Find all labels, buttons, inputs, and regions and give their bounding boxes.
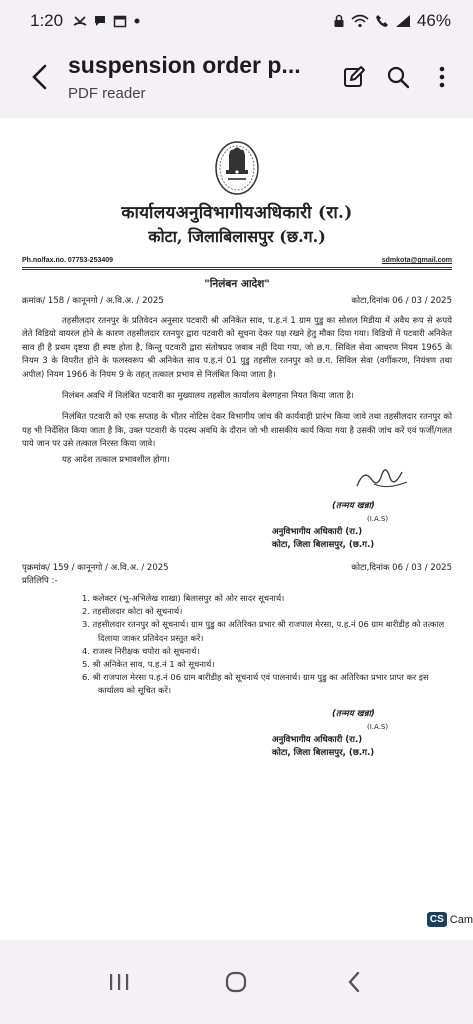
copy-item: 1. कलेक्टर (भू-अभिलेख शाखा) बिलासपुर को ओर सादर सूचनार्थ। [82,593,285,604]
header-divider [22,267,452,270]
signatory-title: अनुविभागीय अधिकारी (रा.) [272,527,363,538]
copy-item: 2. तहसीलदार कोटा को सूचनार्थ। [82,606,183,617]
signatory-place: कोटा, जिला बिलासपुर, (छ.ग.) [272,747,375,758]
recent-apps-icon [108,972,130,992]
missed-call-icon [73,14,87,28]
edit-icon [342,65,366,89]
copy-item: 3. तहसीलदार रतनपुर को सूचनार्थ। ग्राम पुडु का अतिरिक्त प्रभार श्री राजपाल मेरसा, प.ह.नं 06 ग्राम बारीडीह को तत्काल दिलाया जाकर प्रतिवेदन प्रस्तुत करें। [82,619,445,643]
chat-icon [93,14,107,28]
system-icons [333,11,451,31]
order-paragraph-2: निलंबन अवधि में निलंबित पटवारी का मुख्यालय तहसील कार्यालय बेलगहना नियत किया जाता है। [62,390,354,401]
copy-reference: पृक्रमांक/ 159 / कानूनगो / अ.वि.अ. / 2025 [22,563,169,574]
office-name: कार्यालयअनुविभागीयअधिकारी (रा.) [121,203,353,223]
signatory-service: (I.A.S) [367,515,389,524]
pdf-page [22,140,452,760]
signature-image [352,466,412,494]
copy-item: 6. श्री राजपाल मेरसा प.ह.नं 06 ग्राम बारीडीह को सूचनार्थ एवं पालनार्थ। ग्राम पुडु का अतिरिक्त प्रभार प्राप्त कर इस कार्यालय को सूचित करें। [82,672,429,696]
title-block [68,52,318,102]
camscanner-logo: CS [427,912,447,927]
signatory-place: कोटा, जिला बिलासपुर, (छ.ग.) [272,540,375,551]
status-bar [0,0,473,42]
reference-row [22,295,452,306]
signatory-title: अनुविभागीय अधिकारी (रा.) [272,734,363,745]
email-address: sdmkota@gmail.com [381,257,452,264]
signatory-name: (तन्मय खन्ना) [332,708,375,719]
more-vertical-icon [438,65,446,89]
copy-date: कोटा,दिनांक 06 / 03 / 2025 [351,563,452,574]
search-button[interactable] [383,62,413,92]
status-time: 1:20 [30,11,64,30]
copy-list [82,592,452,698]
signatory-name: (तन्मय खन्ना) [332,501,375,512]
back-arrow-icon [30,64,50,90]
calendar-icon [113,14,127,28]
order-date: कोटा,दिनांक 06 / 03 / 2025 [351,296,452,306]
home-button[interactable] [211,957,261,1007]
more-options-button[interactable] [427,62,457,92]
pdf-viewer[interactable] [0,118,473,940]
back-button[interactable] [22,59,58,95]
phone-number: Ph.no/fax.no. 07753-253409 [22,257,114,264]
order-reference: क्रमांक/ 158 / कानूनगो / अ.वि.अ. / 2025 [22,296,164,306]
order-paragraph-1: तहसीलदार रतनपुर के प्रतिवेदन अनुसार पटवारी श्री अनिकेत साव, प.ह.नं 1 ग्राम पुडु का सोशल मिडीया में अवैध रूप से रूपये लेते विडियो वायरल होने के कारण तहसीलदार रतनपुर द्वारा पटवारी को सूचना देकर पक्ष रखने हेतु मौका दिया गया। विडियों में पटवारी अनिकेत साव ही है प्रथम दृष्टया ही स्पष्ट होता है, किन्तु पटवारी द्वारा संतोषप्रद जवाब नहीं दिया गया, जो छ.ग. सिविल सेवा आचरण नियम 1965 के नियम 3 के विपरीत होने के फलस्वरूप श्री अनिकेत साव प.ह.नं 01 पुडु तहसील रतनपुर को छ.ग. सिविल सेवा (वर्गीकरण, नियंत्रण तथा अपील) नियम 1966 के नियम 9 के तहत् तत्काल प्रभाव से निलंबित किया जाता है। [22,315,452,379]
back-icon [347,970,361,994]
wifi-calling-icon [375,14,389,28]
order-paragraph-4: यह आदेश तत्काल प्रभावशील होगा। [62,453,170,464]
home-icon [224,970,248,994]
signal-icon [395,14,411,28]
recent-apps-button[interactable] [94,957,144,1007]
edit-button[interactable] [339,62,369,92]
wifi-icon [351,14,369,28]
order-title: "निलंबन आदेश" [204,278,270,290]
copy-label: प्रतिलिपि :- [22,576,58,587]
app-actions [339,62,457,92]
office-location: कोटा, जिलाबिलासपुर (छ.ग.) [148,227,326,246]
camscanner-text: Cam [449,913,473,926]
copy-item: 4. राजस्व निरीक्षक चपोरा को सूचनार्थ। [82,645,200,656]
signature-block-1 [272,500,452,552]
search-icon [386,65,410,89]
copy-reference-row [22,562,452,573]
camscanner-watermark [427,912,473,927]
nav-back-button[interactable] [329,957,379,1007]
app-bar [0,42,473,112]
copy-item: 5. श्री अनिकेत साव, प.ह.नं 1 को सूचनार्थ। [82,659,215,670]
signature-block-2 [272,708,452,760]
contact-row [22,257,452,264]
lock-icon [333,14,345,28]
document-title: suspension order p... [68,52,301,78]
national-emblem-icon [214,140,260,196]
order-paragraph-3: निलंबित पटवारी को एक सप्ताह के भीतर नोटिस देकर विभागीय जांच की कार्यवाही प्रारंभ किया जावे तथा तहसीलदार रतनपुर को यह भी निर्देशित किया जाता है कि, उक्त पटवारी के पदस्थ अवधि के दौरान जो भी शासकीय कार्य किया गया है उसकी जांच करें एवं फर्जी/गलत पाये जान पर उसे तत्काल निरस्त किया जावे। [22,411,452,449]
notification-icons [73,14,141,28]
battery-percentage: 46% [416,11,451,30]
dot-icon [133,17,141,25]
app-subtitle: PDF reader [68,85,146,102]
system-nav-bar [0,940,473,1024]
signatory-service: (I.A.S) [367,722,389,731]
